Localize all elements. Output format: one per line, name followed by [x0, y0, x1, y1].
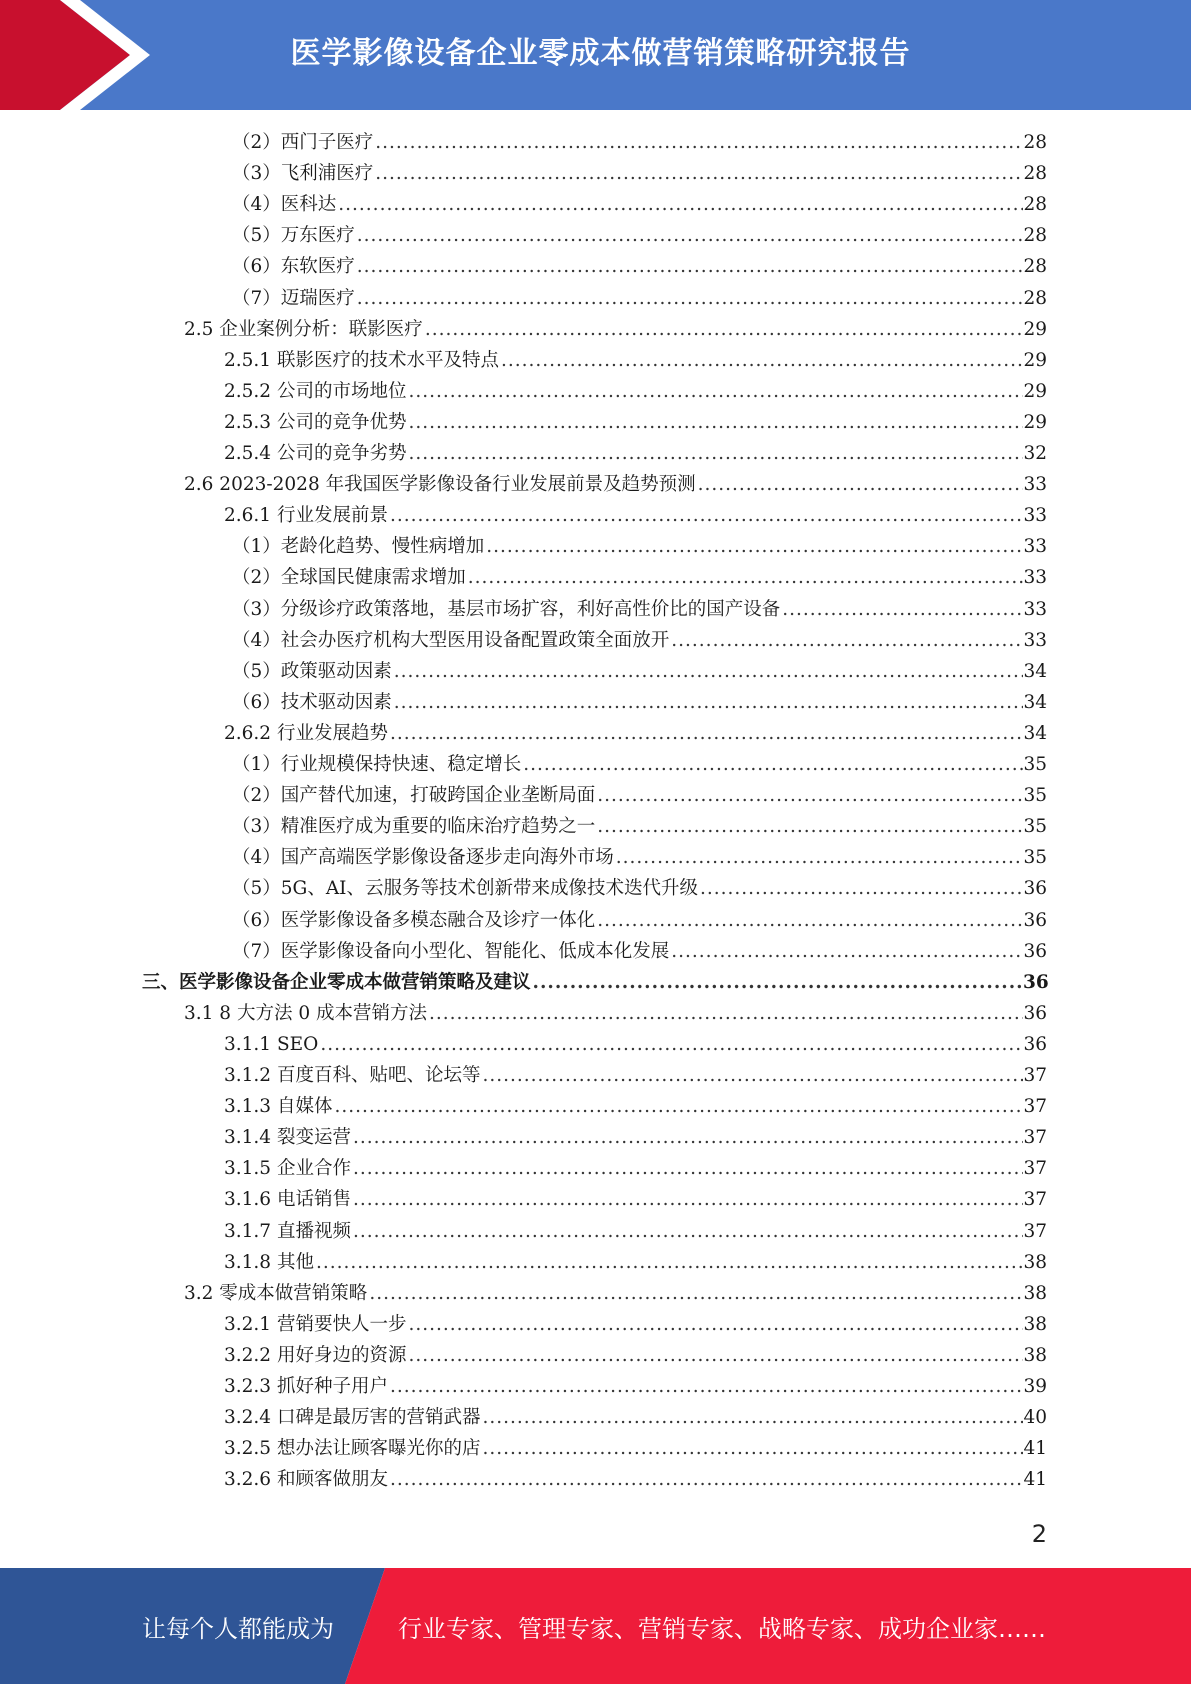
toc-entry-page: 37: [1023, 1189, 1047, 1211]
toc-dot-leader: [394, 687, 1023, 718]
toc-entry[interactable]: [0, 1153, 1191, 1184]
toc-entry[interactable]: [0, 905, 1191, 936]
toc-entry-label: 3.1.2 百度百科、贴吧、论坛等: [224, 1065, 481, 1086]
toc-entry[interactable]: [0, 189, 1191, 220]
toc-entry-page: 39: [1023, 1376, 1047, 1397]
toc-dot-leader: [369, 1278, 1023, 1309]
toc-entry-page: 37: [1023, 1096, 1047, 1118]
toc-dot-leader: [390, 500, 1023, 531]
toc-entry[interactable]: [0, 1091, 1191, 1122]
toc-entry-page: 34: [1023, 722, 1047, 744]
toc-entry[interactable]: [0, 158, 1191, 189]
toc-entry-label: （4）医科达: [232, 194, 337, 216]
toc-dot-leader: [316, 1247, 1023, 1278]
toc-entry-label: （3）分级诊疗政策落地，基层市场扩容，利好高性价比的国产设备: [232, 598, 781, 620]
report-footer: [0, 1568, 1191, 1684]
toc-entry-label: （6）医学影像设备多模态融合及诊疗一体化: [232, 909, 596, 931]
toc-dot-leader: [501, 345, 1023, 376]
toc-entry-label: 2.5.2 公司的市场地位: [224, 380, 407, 402]
toc-entry[interactable]: [0, 625, 1191, 656]
toc-entry[interactable]: [0, 749, 1191, 780]
toc-entry-page: 41: [1023, 1438, 1047, 1460]
toc-entry[interactable]: [0, 345, 1191, 376]
toc-entry-page: 28: [1023, 194, 1047, 216]
toc-entry-label: 3.2.4 口碑是最厉害的营销武器: [224, 1407, 481, 1429]
footer-slogan-left: 让每个人都能成为: [142, 1614, 334, 1643]
toc-entry-page: 29: [1023, 380, 1047, 402]
toc-dot-leader: [429, 998, 1023, 1029]
toc-entry[interactable]: [0, 936, 1191, 967]
toc-entry[interactable]: [0, 251, 1191, 282]
toc-entry-label: （6）技术驱动因素: [232, 691, 392, 713]
toc-entry-page: 35: [1023, 754, 1047, 775]
toc-entry-page: 35: [1023, 785, 1047, 807]
toc-entry-page: 38: [1023, 1251, 1047, 1273]
toc-dot-leader: [353, 1122, 1023, 1153]
toc-dot-leader: [390, 1464, 1023, 1495]
report-title: 医学影像设备企业零成本做营销策略研究报告: [290, 36, 911, 71]
toc-entry-label: 3.1 8 大方法 0 成本营销方法: [184, 1002, 427, 1024]
toc-entry-label: （2）国产替代加速，打破跨国企业垄断局面: [232, 785, 596, 807]
toc-dot-leader: [597, 780, 1023, 811]
toc-entry[interactable]: [0, 780, 1191, 811]
toc-entry[interactable]: [0, 376, 1191, 407]
toc-entry-page: 32: [1023, 443, 1047, 464]
toc-entry-page: 38: [1023, 1282, 1047, 1304]
toc-entry-label: 3.2.2 用好身边的资源: [224, 1344, 407, 1366]
toc-entry-page: 29: [1023, 318, 1047, 340]
toc-entry[interactable]: [0, 314, 1191, 345]
toc-dot-leader: [408, 1309, 1023, 1340]
toc-entry[interactable]: [0, 283, 1191, 314]
toc-entry[interactable]: [0, 718, 1191, 749]
toc-dot-leader: [353, 1153, 1023, 1184]
toc-dot-leader: [338, 189, 1023, 220]
toc-dot-leader: [390, 1371, 1023, 1402]
toc-entry-label: （5）万东医疗: [232, 225, 355, 247]
toc-entry[interactable]: [0, 967, 1191, 998]
toc-entry-label: 3.1.4 裂变运营: [224, 1127, 351, 1149]
toc-dot-leader: [482, 1060, 1023, 1091]
toc-entry-label: （4）社会办医疗机构大型医用设备配置政策全面放开: [232, 629, 670, 651]
toc-dot-leader: [357, 251, 1023, 282]
toc-entry[interactable]: [0, 531, 1191, 562]
toc-entry[interactable]: [0, 1247, 1191, 1278]
toc-entry[interactable]: [0, 842, 1191, 873]
toc-entry-page: 33: [1023, 505, 1047, 527]
toc-entry-page: 28: [1023, 287, 1047, 309]
toc-entry-label: （2）全球国民健康需求增加: [232, 567, 466, 589]
toc-entry-label: 2.6.1 行业发展前景: [224, 505, 388, 527]
toc-entry-page: 28: [1023, 132, 1047, 153]
toc-entry-label: 2.6 2023-2028 年我国医学影像设备行业发展前景及趋势预测: [184, 474, 696, 496]
page-number: 2: [1031, 1520, 1047, 1548]
toc-entry[interactable]: [0, 1433, 1191, 1464]
toc-entry[interactable]: [0, 407, 1191, 438]
toc-entry[interactable]: [0, 656, 1191, 687]
toc-entry-page: 40: [1023, 1407, 1047, 1429]
toc-entry[interactable]: [0, 1060, 1191, 1091]
toc-entry-label: 3.1.8 其他: [224, 1251, 314, 1273]
toc-entry-page: 28: [1023, 256, 1047, 278]
toc-dot-leader: [408, 1340, 1023, 1371]
toc-entry-page: 41: [1023, 1469, 1047, 1491]
toc-entry-label: 3.2 零成本做营销策略: [184, 1282, 368, 1304]
toc-entry-page: 28: [1023, 163, 1047, 185]
toc-entry-label: 2.5 企业案例分析：联影医疗: [184, 318, 423, 340]
toc-entry-page: 37: [1023, 1220, 1047, 1242]
toc-entry[interactable]: [0, 998, 1191, 1029]
toc-entry-label: （5）5G、AI、云服务等技术创新带来成像技术迭代升级: [232, 878, 698, 900]
toc-entry-label: 3.1.7 直播视频: [224, 1220, 351, 1242]
toc-entry-label: 3.2.6 和顾客做朋友: [224, 1469, 388, 1491]
toc-dot-leader: [700, 873, 1023, 904]
toc-entry-label: 3.1.1 SEO: [224, 1033, 319, 1055]
toc-dot-leader: [698, 469, 1023, 500]
toc-entry-label: 3.1.3 自媒体: [224, 1096, 333, 1118]
toc-dot-leader: [782, 594, 1023, 625]
toc-entry-page: 34: [1023, 660, 1047, 682]
toc-dot-leader: [334, 1091, 1023, 1122]
toc-entry-page: 33: [1023, 474, 1047, 496]
toc-entry-label: 2.6.2 行业发展趋势: [224, 722, 388, 744]
toc-dot-leader: [671, 936, 1023, 967]
toc-entry-label: （1）行业规模保持快速、稳定增长: [232, 754, 522, 775]
toc-entry-page: 37: [1023, 1065, 1047, 1086]
toc-entry-label: 2.5.4 公司的竞争劣势: [224, 443, 407, 464]
toc-entry-label: 3.2.3 抓好种子用户: [224, 1376, 388, 1397]
toc-dot-leader: [375, 158, 1023, 189]
toc-entry-page: 38: [1023, 1344, 1047, 1366]
toc-entry-page: 36: [1023, 971, 1049, 993]
toc-dot-leader: [597, 905, 1023, 936]
toc-entry-page: 33: [1023, 598, 1047, 620]
toc-entry-page: 36: [1023, 940, 1047, 962]
toc-entry[interactable]: [0, 438, 1191, 469]
toc-entry[interactable]: [0, 220, 1191, 251]
toc-entry-label: （3）飞利浦医疗: [232, 163, 374, 185]
toc-entry-label: （2）西门子医疗: [232, 132, 374, 153]
toc-entry-page: 33: [1023, 629, 1047, 651]
header-chevron-decoration: [0, 0, 160, 110]
toc-dot-leader: [468, 562, 1023, 593]
toc-dot-leader: [353, 1216, 1023, 1247]
toc-dot-leader: [320, 1029, 1023, 1060]
toc-entry[interactable]: [0, 873, 1191, 904]
toc-entry[interactable]: [0, 562, 1191, 593]
toc-entry[interactable]: [0, 469, 1191, 500]
toc-entry-label: 2.5.3 公司的竞争优势: [224, 411, 407, 433]
toc-entry[interactable]: [0, 687, 1191, 718]
toc-entry-label: （1）老龄化趋势、慢性病增加: [232, 536, 485, 558]
toc-entry-page: 37: [1023, 1158, 1047, 1180]
toc-dot-leader: [390, 718, 1023, 749]
toc-dot-leader: [486, 531, 1023, 562]
toc-dot-leader: [523, 749, 1023, 780]
toc-entry[interactable]: [0, 500, 1191, 531]
toc-dot-leader: [482, 1402, 1023, 1433]
toc-dot-leader: [353, 1184, 1023, 1215]
footer-slogan-right: 行业专家、管理专家、营销专家、战略专家、成功企业家……: [398, 1614, 1046, 1643]
toc-entry-page: 37: [1023, 1127, 1047, 1149]
toc-dot-leader: [671, 625, 1023, 656]
toc-entry-label: 3.1.6 电话销售: [224, 1189, 351, 1211]
toc-entry-page: 36: [1023, 1033, 1047, 1055]
toc-entry-label: 2.5.1 联影医疗的技术水平及特点: [224, 349, 499, 371]
toc-dot-leader: [357, 283, 1023, 314]
toc-entry-page: 38: [1023, 1313, 1047, 1335]
toc-entry[interactable]: [0, 1184, 1191, 1215]
toc-entry-label: 3.2.5 想办法让顾客曝光你的店: [224, 1438, 481, 1460]
toc-entry-page: 28: [1023, 225, 1047, 247]
toc-entry[interactable]: [0, 1464, 1191, 1495]
toc-dot-leader: [533, 967, 1023, 998]
toc-dot-leader: [597, 811, 1023, 842]
toc-entry[interactable]: [0, 594, 1191, 625]
toc-entry-label: （4）国产高端医学影像设备逐步走向海外市场: [232, 847, 614, 869]
toc-entry-label: 3.1.5 企业合作: [224, 1158, 351, 1180]
report-header: [0, 0, 1191, 110]
toc-entry[interactable]: [0, 1278, 1191, 1309]
toc-entry-page: 35: [1023, 847, 1047, 869]
toc-entry-page: 33: [1023, 536, 1047, 558]
toc-entry-label: 三、医学影像设备企业零成本做营销策略及建议: [142, 971, 531, 993]
toc-entry-page: 36: [1023, 1002, 1047, 1024]
toc-entry[interactable]: [0, 1309, 1191, 1340]
toc-entry-page: 36: [1023, 909, 1047, 931]
toc-entry[interactable]: [0, 1029, 1191, 1060]
toc-entry[interactable]: [0, 811, 1191, 842]
toc-dot-leader: [408, 376, 1023, 407]
toc-entry[interactable]: [0, 1340, 1191, 1371]
toc-entry[interactable]: [0, 1122, 1191, 1153]
toc-entry-page: 33: [1023, 567, 1047, 589]
toc-dot-leader: [394, 656, 1023, 687]
toc-dot-leader: [425, 314, 1023, 345]
toc-entry-page: 29: [1023, 349, 1047, 371]
toc-entry-label: （5）政策驱动因素: [232, 660, 392, 682]
toc-dot-leader: [357, 220, 1023, 251]
toc-entry-page: 34: [1023, 691, 1047, 713]
toc-entry[interactable]: [0, 1371, 1191, 1402]
toc-entry-page: 35: [1023, 816, 1047, 838]
toc-entry-label: （3）精准医疗成为重要的临床治疗趋势之一: [232, 816, 596, 838]
toc-dot-leader: [616, 842, 1023, 873]
toc-dot-leader: [408, 407, 1023, 438]
toc-entry-page: 29: [1023, 411, 1047, 433]
toc-dot-leader: [482, 1433, 1023, 1464]
toc-entry[interactable]: [0, 127, 1191, 158]
toc-entry-page: 36: [1023, 878, 1047, 900]
toc-entry-label: 3.2.1 营销要快人一步: [224, 1313, 407, 1335]
toc-entry[interactable]: [0, 1216, 1191, 1247]
toc-dot-leader: [375, 127, 1023, 158]
toc-entry[interactable]: [0, 1402, 1191, 1433]
toc-entry-label: （7）迈瑞医疗: [232, 287, 355, 309]
toc-entry-label: （6）东软医疗: [232, 256, 355, 278]
toc-entry-label: （7）医学影像设备向小型化、智能化、低成本化发展: [232, 940, 670, 962]
toc-dot-leader: [408, 438, 1023, 469]
